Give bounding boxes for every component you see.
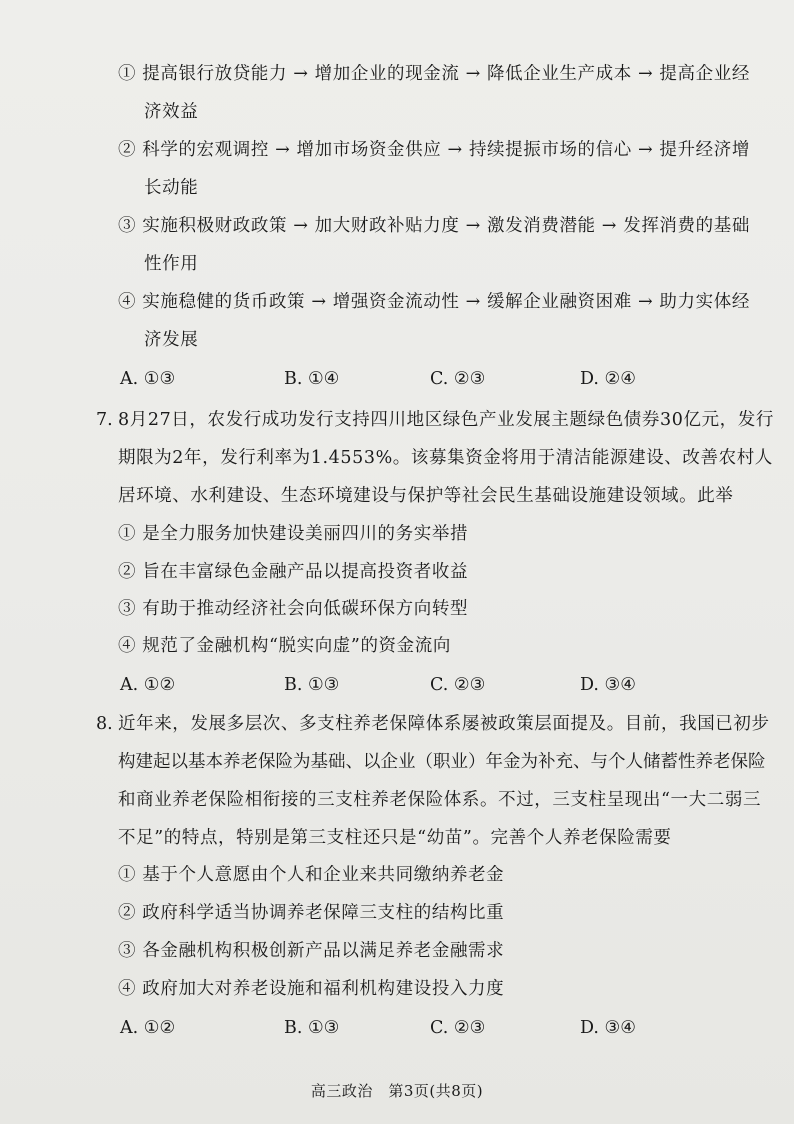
- q6-item-4-line-2: 济发展: [144, 330, 199, 350]
- q7-option-b[interactable]: B. ①③: [284, 675, 340, 695]
- q8-stem-line-4: 不足”的特点，特别是第三支柱还只是“幼苗”。完善个人养老保险需要: [118, 828, 672, 848]
- q6-item-1-line-1: ① 提高银行放贷能力 → 增加企业的现金流 → 降低企业生产成本 → 提高企业经: [118, 64, 750, 84]
- q8-option-d[interactable]: D. ③④: [580, 1018, 636, 1038]
- page-footer: 高三政治 第3页(共8页): [310, 1082, 484, 1100]
- q7-option-c[interactable]: C. ②③: [430, 675, 486, 695]
- q7-item-1: ① 是全力服务加快建设美丽四川的务实举措: [118, 524, 469, 544]
- q7-item-3: ③ 有助于推动经济社会向低碳环保方向转型: [118, 599, 469, 619]
- q6-option-b[interactable]: B. ①④: [284, 369, 340, 389]
- q6-item-2-line-2: 长动能: [144, 178, 199, 198]
- q8-item-3: ③ 各金融机构积极创新产品以满足养老金融需求: [118, 941, 505, 961]
- q8-stem-line-3: 和商业养老保险相衔接的三支柱养老保险体系。不过，三支柱呈现出“一大二弱三: [118, 790, 762, 810]
- q7-stem-line-3: 居环境、水利建设、生态环境建设与保护等社会民生基础设施建设领域。此举: [118, 486, 734, 506]
- q6-option-c[interactable]: C. ②③: [430, 369, 486, 389]
- q7-item-4: ④ 规范了金融机构“脱实向虚”的资金流向: [118, 636, 451, 656]
- q8-item-1: ① 基于个人意愿由个人和企业来共同缴纳养老金: [118, 865, 505, 885]
- q8-stem-line-2: 构建起以基本养老保险为基础、以企业（职业）年金为补充、与个人储蓄性养老保险: [118, 752, 766, 772]
- q8-option-a[interactable]: A. ①②: [120, 1018, 176, 1038]
- q6-option-a[interactable]: A. ①③: [120, 369, 176, 389]
- q8-option-b[interactable]: B. ①③: [284, 1018, 340, 1038]
- q6-item-3-line-1: ③ 实施积极财政政策 → 加大财政补贴力度 → 激发消费潜能 → 发挥消费的基础: [118, 216, 750, 236]
- q6-item-3-line-2: 性作用: [144, 254, 199, 274]
- q8-stem-line-1: 近年来，发展多层次、多支柱养老保障体系屡被政策层面提及。目前，我国已初步: [118, 714, 770, 734]
- q6-item-1-line-2: 济效益: [144, 102, 199, 122]
- q6-item-4-line-1: ④ 实施稳健的货币政策 → 增强资金流动性 → 缓解企业融资困难 → 助力实体经: [118, 292, 750, 312]
- q7-option-d[interactable]: D. ③④: [580, 675, 636, 695]
- q7-stem-line-2: 期限为2年，发行利率为1.4553%。该募集资金将用于清洁能源建设、改善农村人: [118, 448, 773, 468]
- q7-number: 7.: [96, 410, 113, 430]
- q8-number: 8.: [96, 714, 113, 734]
- q7-option-a[interactable]: A. ①②: [120, 675, 176, 695]
- q7-stem-line-1: 8月27日，农发行成功发行支持四川地区绿色产业发展主题绿色债券30亿元，发行: [118, 410, 774, 430]
- q7-item-2: ② 旨在丰富绿色金融产品以提高投资者收益: [118, 562, 469, 582]
- q6-option-d[interactable]: D. ②④: [580, 369, 636, 389]
- q8-item-2: ② 政府科学适当协调养老保障三支柱的结构比重: [118, 903, 505, 923]
- q8-option-c[interactable]: C. ②③: [430, 1018, 486, 1038]
- q6-item-2-line-1: ② 科学的宏观调控 → 增加市场资金供应 → 持续提振市场的信心 → 提升经济增: [118, 140, 750, 160]
- q8-item-4: ④ 政府加大对养老设施和福利机构建设投入力度: [118, 979, 505, 999]
